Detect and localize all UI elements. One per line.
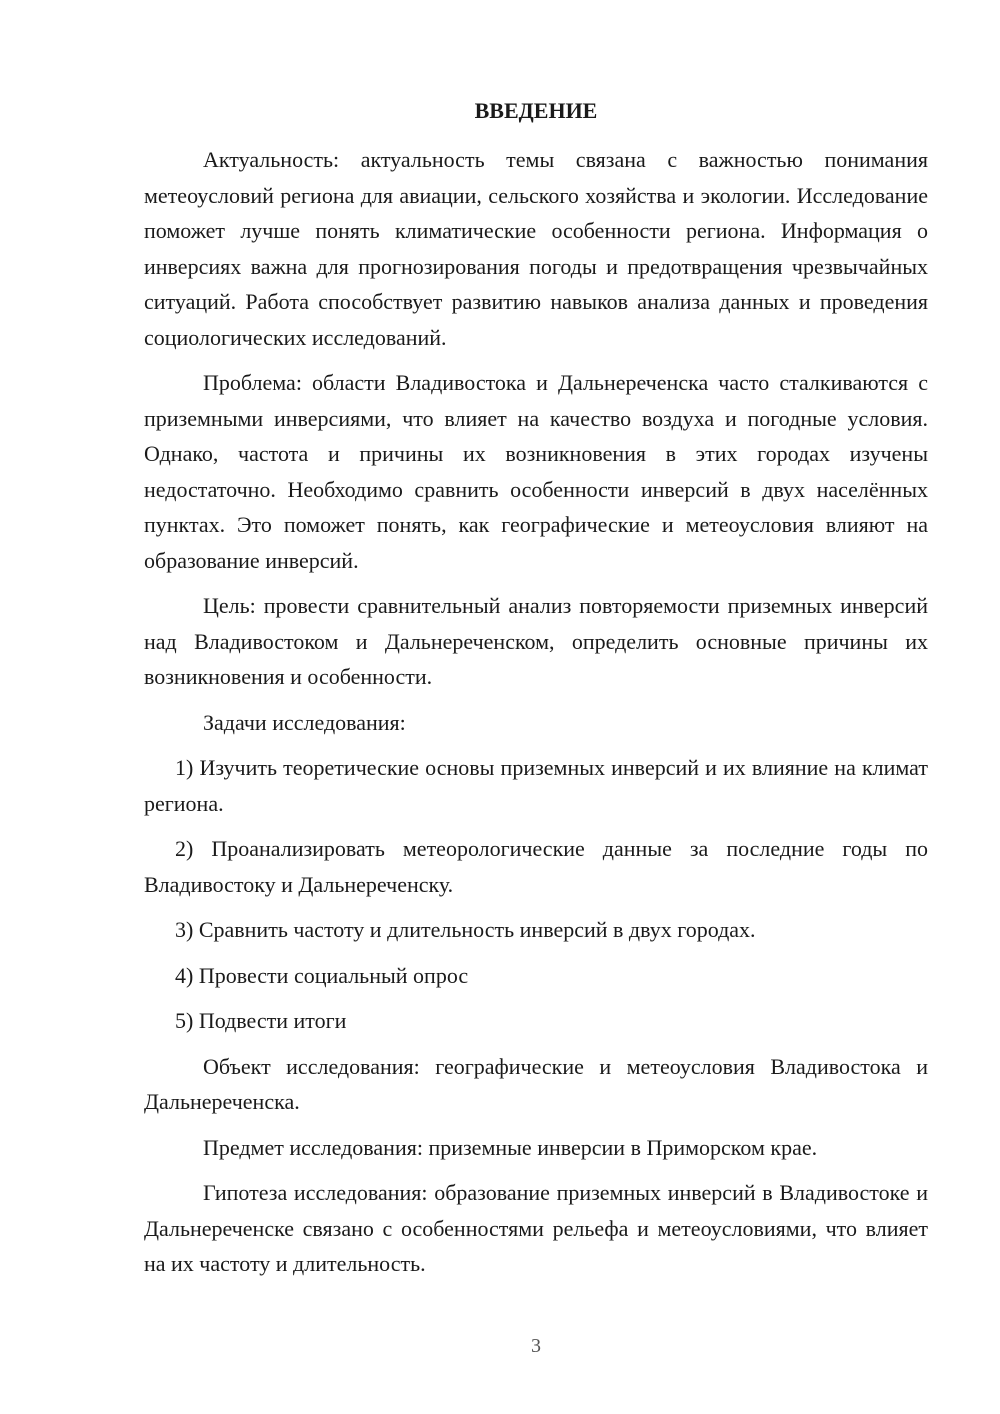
paragraph-subject: Предмет исследования: приземные инверсии в Приморском крае. [203, 1134, 818, 1160]
document-body [144, 142, 928, 1292]
task-item-4: 4) Провести социальный опрос [175, 962, 469, 988]
task-item-3: 3) Сравнить частоту и длительность инверсий в двух городах. [175, 917, 756, 942]
paragraph-goal: Цель: провести сравнительный анализ повторяемости приземных инверсий над Владивостоком и Дальнереченском, определить основные причины их возникновения и особенности. [144, 593, 928, 689]
task-item-1: 1) Изучить теоретические основы приземных инверсий и их влияние на климат региона. [144, 755, 928, 816]
paragraph-hypothesis: Гипотеза исследования: образование приземных инверсий в Владивостоке и Дальнереченске связано с особенностями рельефа и метеоусловиями, что влияет на их частоту и длительность. [144, 1180, 928, 1276]
paragraph-object: Объект исследования: географические и метеоусловия Владивостока и Дальнереченска. [144, 1053, 928, 1114]
document-page [144, 0, 928, 1414]
task-item-5: 5) Подвести итоги [175, 1008, 347, 1033]
paragraph-relevance: Актуальность: актуальность темы связана с важностью понимания метеоусловий региона для авиации, сельского хозяйства и экологии. Исследование поможет лучше понять климатические особенности региона. Информация о инверсиях важна для прогнозирования погоды и предотвращения чрезвычайных ситуаций. Работа способствует развитию навыков анализа данных и проведения социологических исследований. [144, 147, 928, 350]
paragraph-problem: Проблема: области Владивостока и Дальнереченска часто сталкиваются с приземными инверсиями, что влияет на качество воздуха и погодные условия. Однако, частота и причины их возникновения в этих городах изучены недостаточно. Необходимо сравнить особенности инверсий в двух населённых пунктах. Это поможет понять, как географические и метеоусловия влияют на образование инверсий. [144, 370, 928, 573]
page-title: ВВЕДЕНИЕ [474, 98, 598, 123]
page-number: 3 [531, 1335, 541, 1357]
paragraph-tasks-heading: Задачи исследования: [203, 709, 406, 735]
task-item-2: 2) Проанализировать метеорологические данные за последние годы по Владивостоку и Дальнереченску. [144, 836, 928, 897]
